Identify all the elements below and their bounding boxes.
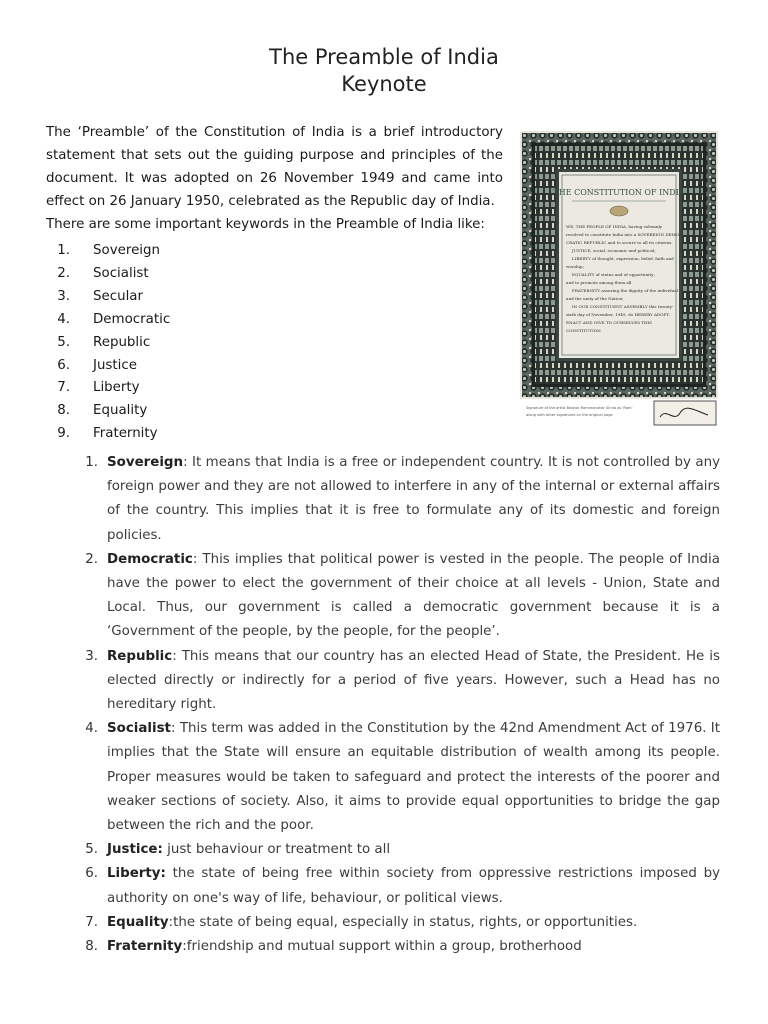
keyword-label: Sovereign [93, 243, 161, 258]
keyword-explanations [80, 451, 720, 959]
keyword-item [46, 332, 170, 355]
explanation-item [80, 911, 720, 935]
explanation-number: 2. [85, 551, 98, 567]
manuscript-line: WE, THE PEOPLE OF INDIA, having solemnly [566, 224, 663, 229]
keyword-number: 6. [57, 357, 70, 373]
explanation-separator: : [168, 914, 174, 930]
explanation-separator: : [170, 721, 180, 737]
explanation-item [80, 548, 720, 645]
explanation-text: This implies that political power is vested in the people. The people of India have the power to elect the government of their choice at all levels - Union, State and Local. Thus, our government is called a democratic government because it is a ‘Government of the people, by the people, for the people’. [107, 551, 720, 640]
explanation-number: 5. [85, 842, 98, 858]
explanation-item [80, 935, 720, 959]
keyword-label: Democratic [93, 311, 171, 327]
explanation-text: the state of being free within society from oppressive restrictions imposed by authority on one's way of life, behaviour, or political views. [107, 866, 720, 906]
explanation-text: friendship and mutual support within a group, brotherhood [186, 939, 582, 955]
image-caption-line-1: Signature of the artist Beohar Rammanohar Sinha as 'Ram' [526, 406, 633, 410]
explanation-number: 1. [85, 455, 98, 470]
explanation-number: 7. [85, 914, 98, 930]
keyword-label: Equality [93, 403, 148, 419]
manuscript-heading: THE CONSTITUTION OF INDIA [553, 188, 685, 197]
keyword-number: 9. [57, 426, 70, 442]
explanation-separator: : [183, 455, 193, 470]
keyword-item [46, 309, 170, 332]
explanation-separator: : [182, 939, 187, 955]
explanation-item [80, 838, 720, 862]
explanation-text: the state of being equal, especially in status, rights, or opportunities. [173, 914, 638, 930]
keyword-label: Liberty [93, 380, 140, 396]
manuscript-line: sixth day of November, 1949, do HEREBY ADOPT, [566, 312, 670, 317]
keyword-list [46, 240, 170, 446]
manuscript-line: and the unity of the Nation; [566, 296, 624, 301]
manuscript-line: EQUALITY of status and of opportunity; [572, 272, 655, 277]
manuscript-line: CRATIC REPUBLIC and to secure to all its citizens: [566, 240, 673, 245]
manuscript-line: LIBERTY of thought, expression, belief, faith and [572, 256, 674, 261]
explanation-text: This means that our country has an elected Head of State, the President. He is elected directly or indirectly for a period of five years. However, such a Head has no hereditary right. [107, 648, 720, 713]
keyword-number: 7. [57, 380, 70, 396]
explanation-term: Socialist [107, 721, 171, 737]
explanation-item [80, 645, 720, 718]
constitution-preamble-image [520, 131, 718, 427]
manuscript-line: FRATERNITY assuring the dignity of the individual [572, 288, 679, 293]
explanation-text: It means that India is a free or independent country. It is not controlled by any foreign power and they are not allowed to interfere in any of the internal or external affairs of the country. This implies that it is free to formulate any of its domestic and foreign policies. [107, 455, 720, 543]
intro-lead: There are some important keywords in the Preamble of India like: [46, 217, 485, 232]
manuscript-line: and to promote among them all [566, 280, 632, 285]
keyword-item [46, 377, 170, 400]
keyword-label: Socialist [93, 265, 149, 281]
manuscript-line: worship; [566, 264, 584, 269]
intro-section [46, 121, 503, 236]
explanation-text: This term was added in the Constitution by the 42nd Amendment Act of 1976. It implies that the State will ensure an equitable distribution of wealth among its people. Proper measures would be taken to safeguard and protect the interests of the poorer and weaker sections of society. Also, it aims to provide equal opportunities to bridge the gap between the rich and the poor. [107, 721, 720, 834]
explanation-separator: : [172, 648, 182, 664]
preamble-manuscript-picture [520, 131, 718, 427]
manuscript-line: JUSTICE, social, economic and political; [572, 248, 656, 253]
keyword-item [46, 263, 170, 286]
explanation-number: 8. [85, 939, 98, 955]
manuscript-line: IN OUR CONSTITUENT ASSEMBLY this twenty- [572, 304, 674, 309]
keyword-number: 4. [57, 311, 70, 327]
explanation-number: 3. [85, 648, 98, 664]
explanation-item [80, 451, 720, 548]
keyword-number: 8. [57, 403, 70, 419]
title-line-1: The Preamble of India [269, 45, 499, 69]
explanation-separator [166, 866, 173, 881]
signature-inset [654, 401, 716, 425]
keyword-label: Republic [93, 334, 151, 350]
explanation-item [80, 717, 720, 838]
keyword-item [46, 286, 170, 309]
keyword-number: 3. [57, 288, 70, 304]
explanation-number: 6. [85, 866, 98, 882]
keyword-number: 2. [57, 265, 70, 281]
intro-paragraph: The ‘Preamble’ of the Constitution of India is a brief introductory statement that sets out the guiding purpose and principles of the document. It was adopted on 26 November 1949 and came into effect on 26 January 1950, celebrated as the Republic day of India. [46, 125, 503, 209]
document-title [0, 44, 768, 98]
explanation-number: 4. [85, 721, 98, 737]
explanation-term: Democratic [107, 551, 193, 567]
explanation-term: Republic [107, 648, 173, 664]
manuscript-line: resolved to constitute India into a SOVEREIGN DEMO- [566, 232, 681, 237]
explanation-separator: : [192, 551, 203, 567]
explanation-term: Sovereign [107, 455, 184, 470]
explanation-term: Fraternity [107, 939, 183, 955]
keyword-item [46, 355, 170, 378]
keyword-number: 1. [57, 243, 70, 258]
manuscript-line: CONSTITUTION. [566, 328, 602, 333]
explanation-text: just behaviour or treatment to all [167, 842, 391, 858]
keyword-label: Justice [93, 357, 137, 373]
keyword-item [46, 240, 170, 263]
image-caption-line-2: along with other signatures on the original page [526, 413, 613, 417]
keyword-item [46, 423, 170, 446]
explanation-item [80, 862, 720, 910]
explanation-term: Justice: [107, 842, 163, 858]
explanation-term: Equality [107, 914, 169, 930]
keyword-label: Fraternity [93, 426, 158, 442]
explanation-term: Liberty: [107, 866, 166, 882]
manuscript-line: ENACT AND GIVE TO OURSELVES THIS [566, 320, 653, 325]
keyword-label: Secular [93, 288, 144, 304]
keyword-number: 5. [57, 334, 70, 350]
title-line-2: Keynote [341, 72, 427, 96]
keyword-item [46, 400, 170, 423]
